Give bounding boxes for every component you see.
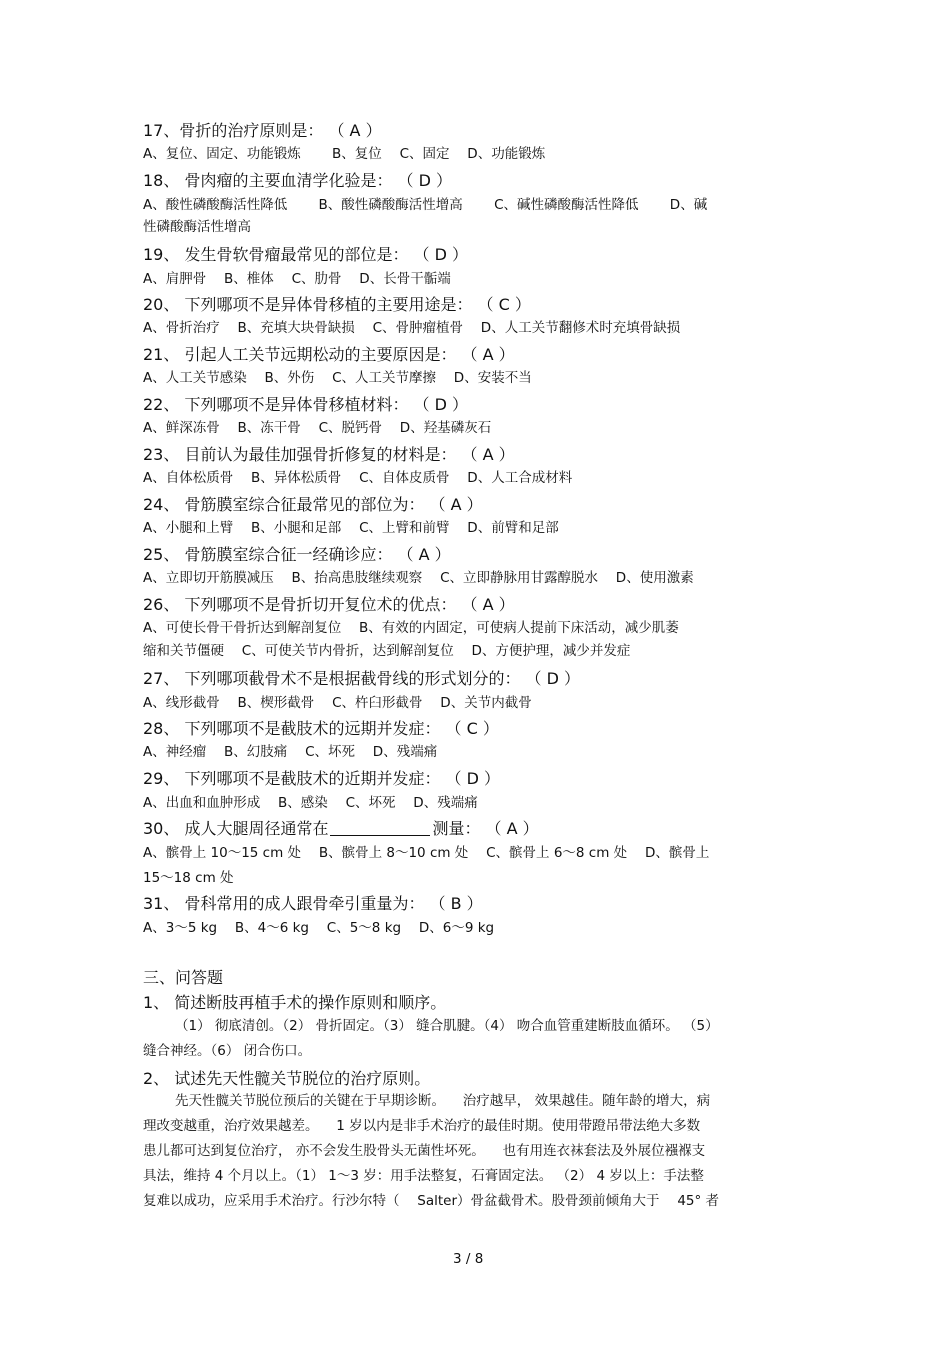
question-30-text-b: 测量： （ A ） [432, 819, 539, 838]
essay-2-body-line-4: 具法，维持 4 个月以上。（1） 1～3 岁：用手法整复，石膏固定法。 （2） 4 岁以上：手法整 [143, 1168, 704, 1184]
essay-1-body-line-1: （1） 彻底清创。（2） 骨折固定。（3） 缝合肌腱。（4） 吻合血管重建断肢血循环。 （5） [175, 1018, 719, 1034]
question-17: 17、骨折的治疗原则是： （ A ） [143, 121, 382, 140]
options-22: A、鲜深冻骨 B、冻干骨 C、脱钙骨 D、羟基磷灰石 [143, 420, 492, 436]
question-22: 22、 下列哪项不是异体骨移植材料： （ D ） [143, 395, 469, 414]
essay-2-body-line-5: 复难以成功，应采用手术治疗。行沙尔特（ Salter）骨盆截骨术。股骨颈前倾角大于 45° 者 [143, 1193, 720, 1209]
essay-2-title: 2、 试述先天性髋关节脱位的治疗原则。 [143, 1069, 431, 1088]
options-17: A、复位、固定、功能锻炼 B、复位 C、固定 D、功能锻炼 [143, 146, 546, 162]
question-30-text-a: 30、 成人大腿周径通常在 [143, 819, 329, 838]
essay-1-title: 1、 简述断肢再植手术的操作原则和顺序。 [143, 993, 447, 1012]
question-19: 19、 发生骨软骨瘤最常见的部位是： （ D ） [143, 245, 469, 264]
question-31: 31、 骨科常用的成人跟骨牵引重量为： （ B ） [143, 894, 483, 913]
options-18-line-1: A、酸性磷酸酶活性降低 B、酸性磷酸酶活性增高 C、碱性磷酸酶活性降低 D、碱 [143, 197, 708, 213]
options-26-line-1: A、可使长骨干骨折达到解剖复位 B、有效的内固定，可使病人提前下床活动，减少肌萎 [143, 620, 679, 636]
options-18-line-2: 性磷酸酶活性增高 [143, 219, 251, 235]
question-29: 29、 下列哪项不是截肢术的近期并发症： （ D ） [143, 769, 501, 788]
question-20: 20、 下列哪项不是异体骨移植的主要用途是： （ C ） [143, 295, 531, 314]
options-25: A、立即切开筋膜减压 B、抬高患肢继续观察 C、立即静脉用甘露醇脱水 D、使用激素 [143, 570, 694, 586]
question-21: 21、 引起人工关节远期松动的主要原因是： （ A ） [143, 345, 515, 364]
options-31: A、3～5 kg B、4～6 kg C、5～8 kg D、6～9 kg [143, 920, 495, 936]
fill-in-blank [330, 821, 430, 836]
page-number: 3 / 8 [453, 1251, 484, 1267]
essay-2-body-line-2: 理改变越重，治疗效果越差。 1 岁以内是非手术治疗的最佳时期。使用带蹬吊带法绝大多数 [143, 1118, 701, 1134]
options-20: A、骨折治疗 B、充填大块骨缺损 C、骨肿瘤植骨 D、人工关节翻修术时充填骨缺损 [143, 320, 681, 336]
options-26-line-2: 缩和关节僵硬 C、可使关节内骨折，达到解剖复位 D、方便护理，减少并发症 [143, 643, 631, 659]
question-30 [143, 821, 539, 837]
options-21: A、人工关节感染 B、外伤 C、人工关节摩擦 D、安装不当 [143, 370, 532, 386]
essay-2-body-line-3: 患儿都可达到复位治疗， 亦不会发生股骨头无菌性坏死。 也有用连衣袜套法及外展位襁褓支 [143, 1143, 706, 1159]
options-28: A、神经瘤 B、幻肢痛 C、坏死 D、残端痛 [143, 744, 438, 760]
question-18: 18、 骨肉瘤的主要血清学化验是： （ D ） [143, 171, 453, 190]
question-23: 23、 目前认为最佳加强骨折修复的材料是： （ A ） [143, 445, 515, 464]
options-29: A、出血和血肿形成 B、感染 C、坏死 D、残端痛 [143, 795, 478, 811]
options-30-line-2: 15～18 cm 处 [143, 870, 234, 886]
options-19: A、肩胛骨 B、椎体 C、肋骨 D、长骨干骺端 [143, 271, 451, 287]
options-24: A、小腿和上臂 B、小腿和足部 C、上臂和前臂 D、前臂和足部 [143, 520, 559, 536]
section-title: 三、问答题 [143, 968, 224, 987]
question-25: 25、 骨筋膜室综合征一经确诊应： （ A ） [143, 545, 451, 564]
essay-1-body-line-2: 缝合神经。（6） 闭合伤口。 [143, 1043, 312, 1059]
question-28: 28、 下列哪项不是截肢术的远期并发症： （ C ） [143, 719, 499, 738]
question-26: 26、 下列哪项不是骨折切开复位术的优点： （ A ） [143, 595, 515, 614]
options-23: A、自体松质骨 B、异体松质骨 C、自体皮质骨 D、人工合成材料 [143, 470, 573, 486]
options-27: A、线形截骨 B、楔形截骨 C、杵臼形截骨 D、关节内截骨 [143, 695, 532, 711]
question-24: 24、 骨筋膜室综合征最常见的部位为： （ A ） [143, 495, 483, 514]
question-27: 27、 下列哪项截骨术不是根据截骨线的形式划分的： （ D ） [143, 669, 581, 688]
essay-2-body-line-1: 先天性髋关节脱位预后的关键在于早期诊断。 治疗越早， 效果越佳。随年龄的增大，病 [175, 1093, 711, 1109]
options-30-line-1: A、髌骨上 10～15 cm 处 B、髌骨上 8～10 cm 处 C、髌骨上 6～8 cm 处 D、髌骨上 [143, 845, 710, 861]
